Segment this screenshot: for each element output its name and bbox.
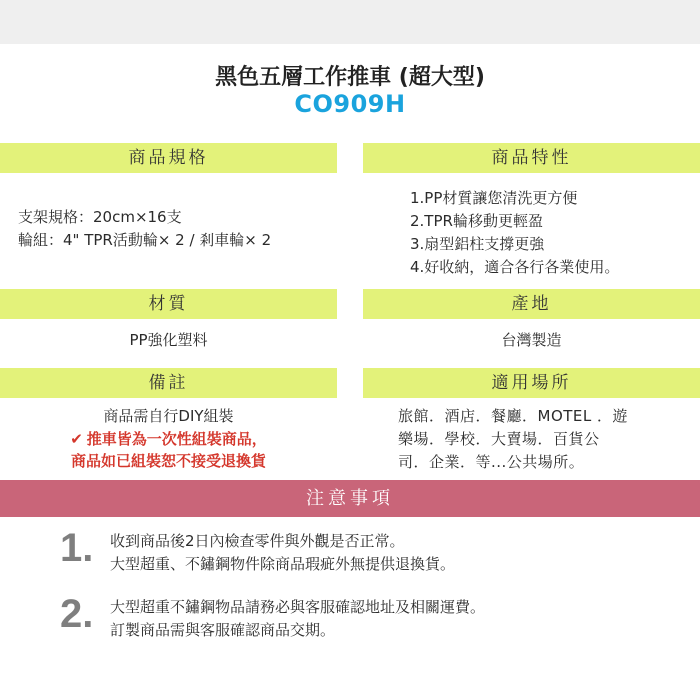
material-heading: 材質 [0, 289, 337, 319]
material-value: PP強化塑料 [129, 331, 208, 349]
feature-line-4: 4.好收納，適合各行各業使用。 [410, 258, 620, 276]
check-icon: ✔ [70, 430, 83, 448]
spec-heading: 商品規格 [0, 143, 337, 173]
feature-line-3: 3.扇型鋁柱支撐更強 [410, 235, 545, 253]
notice-heading: 注意事項 [0, 480, 700, 517]
remarks-line-1: 商品需自行DIY組裝 [103, 407, 234, 425]
origin-heading: 產地 [363, 289, 700, 319]
product-title: 黑色五層工作推車 (超大型) [215, 65, 485, 90]
remarks-warning-1-text: 推車皆為一次性組裝商品， [86, 430, 267, 448]
usage-line-1: 旅館．酒店．餐廳．MOTEL ．遊 [398, 407, 629, 425]
notice-number-2: 2. [60, 592, 94, 636]
remarks-warning-1 [0, 428, 337, 450]
remarks-heading: 備註 [0, 368, 337, 398]
origin-value: 台灣製造 [501, 331, 562, 349]
product-model: CO909H [294, 90, 406, 118]
usage-line-3: 司．企業．等...公共場所。 [398, 453, 585, 471]
feature-line-1: 1.PP材質讓您清洗更方便 [410, 189, 578, 207]
feature-line-2: 2.TPR輪移動更輕盈 [410, 212, 543, 230]
notice-number-1: 1. [60, 526, 94, 570]
notice-2-line-1: 大型超重不鏽鋼物品請務必與客服確認地址及相關運費。 [110, 598, 486, 616]
notice-1-line-2: 大型超重、不鏽鋼物件除商品瑕疵外無提供退換貨。 [110, 555, 456, 573]
notice-2-line-2: 訂製商品需與客服確認商品交期。 [110, 621, 336, 639]
spec-line-1: 支架規格：20cm×16支 [18, 208, 182, 226]
notice-1-line-1: 收到商品後2日內檢查零件與外觀是否正常。 [110, 532, 405, 550]
features-heading: 商品特性 [363, 143, 700, 173]
usage-line-2: 樂場．學校．大賣場．百貨公 [398, 430, 600, 448]
top-band [0, 0, 700, 44]
usage-heading: 適用場所 [363, 368, 700, 398]
spec-line-2: 輪組：4" TPR活動輪× 2 / 剎車輪× 2 [18, 231, 272, 249]
remarks-warning-2: 商品如已組裝恕不接受退換貨 [70, 452, 266, 470]
